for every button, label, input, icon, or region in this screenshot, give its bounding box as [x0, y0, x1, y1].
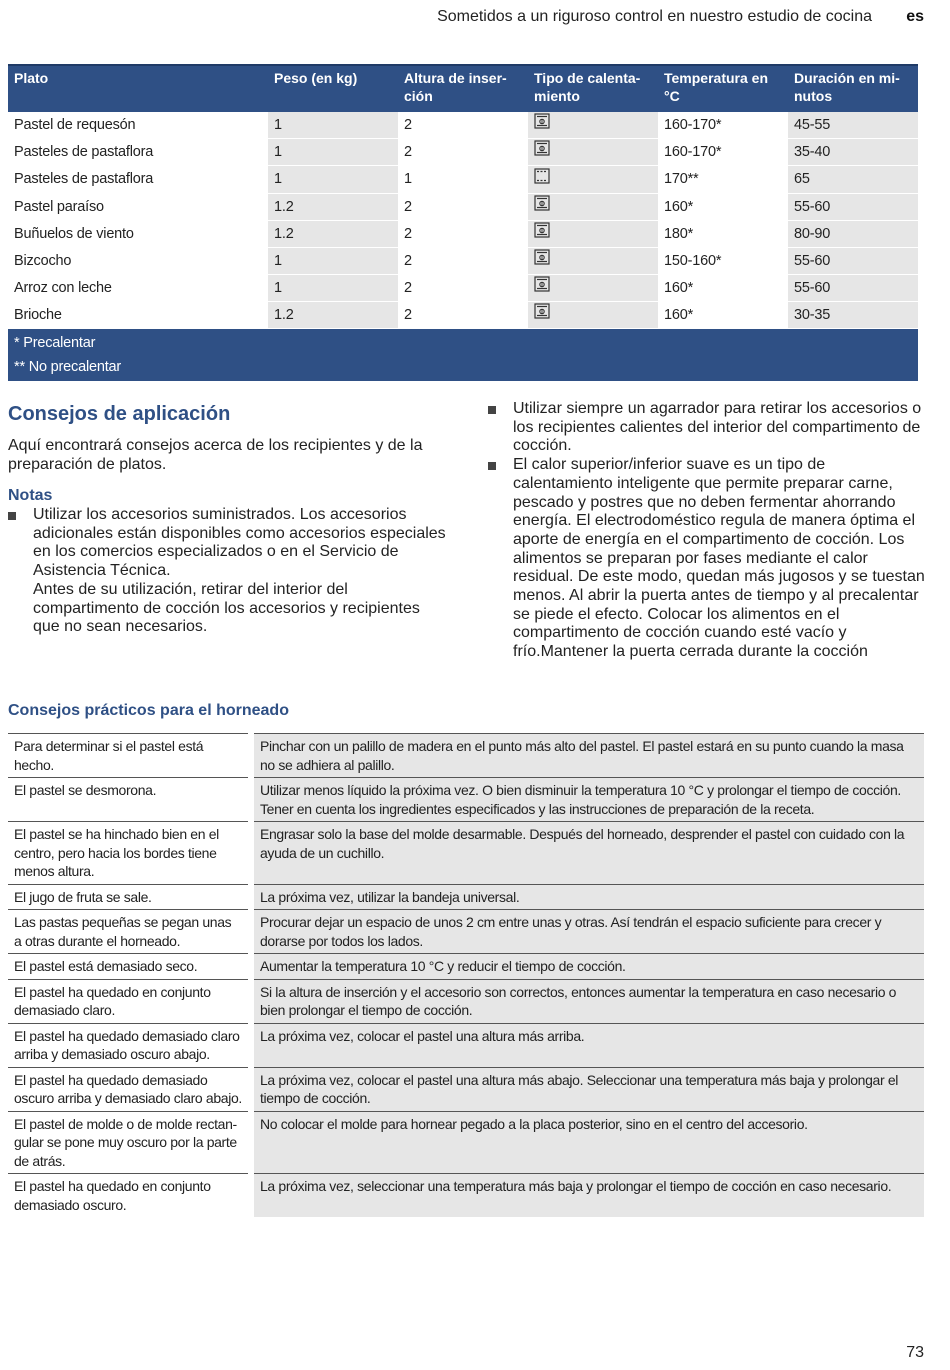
cell-dish-text: Buñuelos de viento: [14, 225, 134, 242]
baking-table-body: [8, 112, 918, 329]
cell-height-text: 2: [404, 307, 412, 324]
footnote-no-preheat: ** No precalentar: [14, 359, 122, 376]
cell-duration-text: 35-40: [794, 144, 831, 161]
cell-weight-text: 1: [274, 144, 282, 161]
baking-table-row: [8, 220, 918, 247]
hot-air-icon: [534, 248, 550, 274]
cell-heating: [528, 193, 658, 220]
cell-weight-text: 1.2: [274, 198, 294, 215]
cell-dish-text: Pastel de requesón: [14, 117, 136, 134]
cell-duration-text: 45-55: [794, 117, 831, 134]
note-text: El calor superior/inferior suave es un tipo de calentamiento inteligente que permite preparar carne, pescado y postres que no deben fermentar ahorrando energía. El electrodoméstico regula de manera óptima el aporte de energía en el compartimento de cocción. Los alimentos se preparan por fases mediante el calor residual. De este modo, quedan más jugosos y se tuestan menos. Al abrir la puerta antes de tiempo y al precalentar se piede el efecto. Colocar los alimentos en el compartimento de cocción cuando esté vacío y frío.Mantener la puerta cerrada durante la cocción: [513, 456, 925, 661]
cell-weight-text: 1.2: [274, 225, 294, 242]
tips-solution: Engrasar solo la base del molde desarmable. Después del horneado, desprender el pastel con cuidado con la ayuda de un cuchillo.: [251, 822, 924, 885]
cell-temperature: [658, 220, 788, 247]
section-title: Consejos de aplicación: [8, 403, 231, 425]
top-bottom-heat-icon: [534, 167, 550, 193]
cell-height: [398, 275, 528, 302]
cell-temperature: [658, 193, 788, 220]
cell-duration: [788, 275, 918, 302]
cell-weight-text: 1: [274, 171, 282, 188]
cell-temperature-text: 170**: [664, 171, 699, 188]
cell-weight: [268, 275, 398, 302]
tips-row: [8, 778, 924, 822]
hot-air-icon: [534, 112, 550, 138]
cell-height-text: 2: [404, 252, 412, 269]
tips-row: [8, 1067, 924, 1111]
cell-duration-text: 65: [794, 171, 810, 188]
cell-dish-text: Arroz con leche: [14, 280, 112, 297]
column-header-weight: Peso (en kg): [268, 65, 398, 112]
cell-temperature-text: 160-170*: [664, 144, 722, 161]
tips-solution: Pinchar con un palillo de madera en el punto más alto del pastel. El pastel estará en su punto cuando la masa no se adhiera al palillo.: [251, 734, 924, 778]
column-header-duration: Duración en mi- nutos: [788, 65, 918, 112]
tips-problem: El pastel ha quedado demasiado claro arriba y demasiado oscuro abajo.: [8, 1023, 251, 1067]
cell-height-text: 2: [404, 280, 412, 297]
baking-table-row: [8, 302, 918, 329]
cell-temperature: [658, 302, 788, 329]
cell-temperature-text: 150-160*: [664, 252, 722, 269]
tips-row: [8, 884, 924, 910]
cell-dish-text: Pasteles de pastaflora: [14, 144, 154, 161]
left-column: [8, 400, 448, 637]
footnote-preheat: * Precalentar: [14, 335, 96, 352]
baking-table-row: [8, 193, 918, 220]
tips-solution: La próxima vez, colocar el pastel una altura más arriba.: [251, 1023, 924, 1067]
tips-problem: El pastel ha quedado en conjunto demasiado claro.: [8, 979, 251, 1023]
cell-height: [398, 302, 528, 329]
column-header-heating: Tipo de calenta- miento: [528, 65, 658, 112]
cell-temperature-text: 160*: [664, 198, 694, 215]
tips-problem: El pastel se desmorona.: [8, 778, 251, 822]
tips-row: [8, 910, 924, 954]
square-bullet-icon: [488, 462, 496, 470]
cell-dish: [8, 275, 268, 302]
tips-row: [8, 979, 924, 1023]
cell-dish-text: Pasteles de pastaflora: [14, 171, 154, 188]
page-header: [0, 8, 930, 30]
note-item: [488, 400, 928, 456]
page-header-title: Sometidos a un riguroso control en nuestro estudio de cocina: [437, 8, 872, 25]
cell-weight: [268, 302, 398, 329]
language-code: es: [906, 8, 924, 25]
notes-title: Notas: [8, 487, 53, 504]
right-column: [488, 400, 928, 662]
cell-height: [398, 139, 528, 166]
baking-table-footnotes: [8, 329, 918, 382]
cell-dish-text: Bizcocho: [14, 252, 72, 269]
cell-duration: [788, 220, 918, 247]
cell-temperature-text: 160*: [664, 280, 694, 297]
cell-dish: [8, 247, 268, 274]
hot-air-icon: [534, 275, 550, 301]
cell-weight: [268, 247, 398, 274]
tips-solution: La próxima vez, seleccionar una temperatura más baja y prolongar el tiempo de cocción en caso necesario.: [251, 1174, 924, 1218]
note-text: Utilizar siempre un agarrador para retirar los accesorios o los recipientes calientes del interior del compartimento de cocción.: [513, 400, 922, 455]
tips-problem: El jugo de fruta se sale.: [8, 884, 251, 910]
cell-height-text: 2: [404, 144, 412, 161]
tips-row: [8, 1111, 924, 1174]
cell-weight: [268, 220, 398, 247]
hot-air-icon: [534, 302, 550, 328]
cell-height-text: 2: [404, 198, 412, 215]
cell-height: [398, 247, 528, 274]
column-header-dish: Plato: [8, 65, 268, 112]
cell-dish-text: Brioche: [14, 307, 62, 324]
cell-heating: [528, 275, 658, 302]
footnotes-cell: [8, 329, 918, 382]
square-bullet-icon: [8, 512, 16, 520]
baking-table-row: [8, 166, 918, 193]
tips-row: [8, 954, 924, 980]
cell-dish: [8, 166, 268, 193]
hot-air-icon: [534, 221, 550, 247]
cell-weight: [268, 112, 398, 139]
tips-solution: Utilizar menos líquido la próxima vez. O bien disminuir la temperatura 10 °C y prolongar el tiempo de cocción. Tener en cuenta los ingredientes especificados y las instrucciones de preparación de la receta.: [251, 778, 924, 822]
tips-solution: Aumentar la temperatura 10 °C y reducir el tiempo de cocción.: [251, 954, 924, 980]
cell-height-text: 2: [404, 225, 412, 242]
cell-duration: [788, 166, 918, 193]
tips-solution: No colocar el molde para hornear pegado a la placa posterior, sino en el centro del accesorio.: [251, 1111, 924, 1174]
tips-row: [8, 1023, 924, 1067]
cell-height: [398, 193, 528, 220]
note-item: [488, 456, 928, 662]
cell-temperature: [658, 247, 788, 274]
note-text: Utilizar los accesorios suministrados. Los accesorios adicionales están disponibles como accesorios especiales en los comercios especializados o en el Servicio de Asistencia Técnica.: [33, 506, 446, 580]
tips-problem: El pastel está demasiado seco.: [8, 954, 251, 980]
cell-duration-text: 55-60: [794, 252, 831, 269]
baking-tips-table: [8, 733, 924, 1217]
cell-dish: [8, 112, 268, 139]
tips-problem: El pastel de molde o de molde rectan-gular se pone muy oscuro por la parte de atrás.: [8, 1111, 251, 1174]
cell-heating: [528, 220, 658, 247]
square-bullet-icon: [488, 406, 496, 414]
cell-heating: [528, 112, 658, 139]
cell-height: [398, 166, 528, 193]
note-extra: Antes de su utilización, retirar del interior del compartimento de cocción los accesorios y recipientes que no sean necesarios.: [33, 580, 420, 636]
hot-air-icon: [534, 194, 550, 220]
cell-temperature: [658, 166, 788, 193]
note-item: [8, 506, 448, 637]
cell-temperature: [658, 139, 788, 166]
tips-row: [8, 1174, 924, 1218]
cell-dish: [8, 220, 268, 247]
cell-height: [398, 112, 528, 139]
cell-height: [398, 220, 528, 247]
column-header-height: Altura de inser- ción: [398, 65, 528, 112]
tips-problem: Para determinar si el pastel está hecho.: [8, 734, 251, 778]
tips-problem: El pastel ha quedado demasiado oscuro arriba y demasiado claro abajo.: [8, 1067, 251, 1111]
tips-solution: La próxima vez, colocar el pastel una altura más abajo. Seleccionar una temperatura más baja y prolongar el tiempo de cocción.: [251, 1067, 924, 1111]
cell-duration: [788, 139, 918, 166]
right-notes-list: [488, 400, 928, 662]
cell-weight-text: 1: [274, 252, 282, 269]
cell-duration-text: 55-60: [794, 280, 831, 297]
tips-problem: El pastel ha quedado en conjunto demasiado oscuro.: [8, 1174, 251, 1218]
baking-table-row: [8, 275, 918, 302]
tips-row: [8, 734, 924, 778]
tips-solution: La próxima vez, utilizar la bandeja universal.: [251, 884, 924, 910]
tips-solution: Si la altura de inserción y el accesorio son correctos, entonces aumentar la temperatura en caso necesario o bien prolongar el tiempo de cocción.: [251, 979, 924, 1023]
cell-weight-text: 1: [274, 280, 282, 297]
cell-duration: [788, 112, 918, 139]
cell-duration: [788, 302, 918, 329]
cell-heating: [528, 166, 658, 193]
cell-temperature: [658, 112, 788, 139]
section-intro: Aquí encontrará consejos acerca de los recipientes y de la preparación de platos.: [8, 437, 423, 473]
tips-solution: Procurar dejar un espacio de unos 2 cm entre unas y otras. Así tendrán el espacio suficiente para crecer y dorarse por todos los lados.: [251, 910, 924, 954]
cell-temperature-text: 160-170*: [664, 117, 722, 134]
cell-weight: [268, 193, 398, 220]
tips-row: [8, 822, 924, 885]
cell-heating: [528, 139, 658, 166]
baking-table: [8, 64, 918, 382]
cell-temperature: [658, 275, 788, 302]
cell-dish: [8, 139, 268, 166]
cell-duration: [788, 247, 918, 274]
cell-dish: [8, 302, 268, 329]
cell-height-text: 1: [404, 171, 412, 188]
cell-weight: [268, 166, 398, 193]
cell-duration: [788, 193, 918, 220]
hot-air-icon: [534, 139, 550, 165]
notes-list: [8, 506, 448, 637]
baking-table-header-row: [8, 65, 918, 112]
tips-problem: Las pastas pequeñas se pegan unas a otras durante el horneado.: [8, 910, 251, 954]
baking-tips-title: Consejos prácticos para el horneado: [8, 702, 289, 719]
cell-heating: [528, 247, 658, 274]
cell-dish: [8, 193, 268, 220]
tips-problem: El pastel se ha hinchado bien en el centro, pero hacia los bordes tiene menos altura.: [8, 822, 251, 885]
cell-dish-text: Pastel paraíso: [14, 198, 104, 215]
cell-duration-text: 30-35: [794, 307, 831, 324]
cell-heating: [528, 302, 658, 329]
baking-table-row: [8, 247, 918, 274]
cell-temperature-text: 160*: [664, 307, 694, 324]
cell-duration-text: 80-90: [794, 225, 831, 242]
cell-duration-text: 55-60: [794, 198, 831, 215]
baking-table-row: [8, 112, 918, 139]
cell-weight-text: 1: [274, 117, 282, 134]
cell-weight: [268, 139, 398, 166]
cell-weight-text: 1.2: [274, 307, 294, 324]
baking-tips-body: [8, 734, 924, 1218]
column-header-temperature: Temperatura en °C: [658, 65, 788, 112]
cell-temperature-text: 180*: [664, 225, 694, 242]
baking-table-row: [8, 139, 918, 166]
page-number: 73: [906, 1344, 924, 1361]
cell-height-text: 2: [404, 117, 412, 134]
